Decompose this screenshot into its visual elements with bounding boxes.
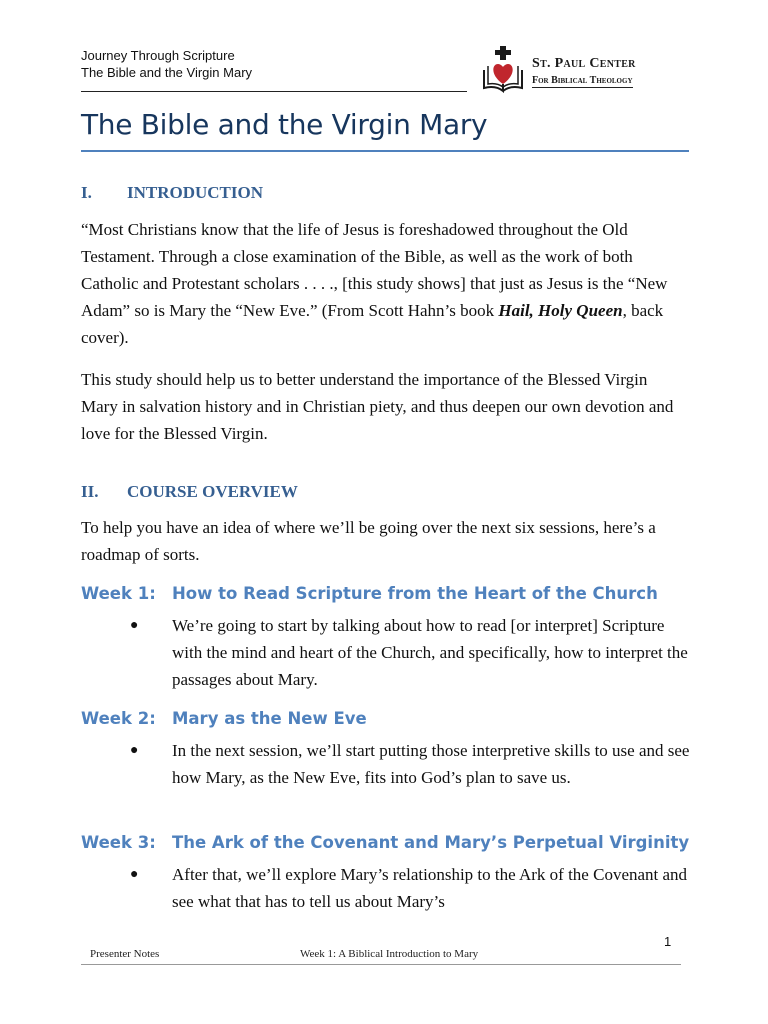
week-label: Week 1: (81, 584, 156, 603)
week-2-description: In the next session, we’ll start putting those interpretive skills to use and see how Mary, as the New Eve, fits into God’s plan to save us. (172, 741, 690, 787)
logo-subtitle: For Biblical Theology (532, 75, 633, 86)
intro-quote-paragraph (81, 216, 681, 351)
intro-quote-text: “Most Christians know that the life of Jesus is foreshadowed throughout the Old Testament. Through a close examination of the Bible, as well as the work of both Catholic and Protestant scholars . . . ., [this study shows] that just as Jesus is the “New Adam” so is Mary the “New Eve.” (From Scott Hahn’s book (81, 220, 668, 320)
st-paul-center-logo (480, 44, 670, 94)
week-3-description: After that, we’ll explore Mary’s relationship to the Ark of the Covenant and see what that has to tell us about Mary’s (172, 865, 688, 911)
intro-study-paragraph: This study should help us to better understand the importance of the Blessed Virgin Mary in salvation history and in Christian piety, and thus deepen our own devotion and love for the Blessed Virgin. (81, 370, 674, 443)
week-title: How to Read Scripture from the Heart of the Church (172, 584, 658, 603)
footer-rule (81, 964, 681, 965)
overview-intro-paragraph: To help you have an idea of where we’ll be going over the next six sessions, here’s a roadmap of sorts. (81, 518, 656, 564)
footer-left: Presenter Notes (90, 948, 160, 960)
logo-title: St. Paul Center (532, 56, 636, 71)
header-series: Journey Through Scripture (81, 48, 235, 63)
section-number: II. (81, 482, 99, 501)
week-label: Week 2: (81, 709, 156, 728)
page-title: The Bible and the Virgin Mary (81, 108, 488, 141)
header-rule (81, 91, 467, 92)
section-heading-course-overview (81, 482, 298, 502)
running-header (81, 47, 252, 81)
footer-center: Week 1: A Biblical Introduction to Mary (300, 948, 479, 960)
week-title: Mary as the New Eve (172, 709, 367, 728)
book-title: Hail, Holy Queen (498, 301, 623, 320)
week-1-heading (81, 584, 658, 603)
section-heading-introduction (81, 183, 263, 203)
header-course: The Bible and the Virgin Mary (81, 65, 253, 80)
bullet-icon: ● (130, 743, 139, 758)
bullet-icon: ● (130, 867, 139, 882)
bullet-icon: ● (130, 618, 139, 633)
title-rule (81, 150, 689, 152)
page-number: 1 (664, 934, 672, 949)
week-1-description: We’re going to start by talking about how to read [or interpret] Scripture with the mind and heart of the Church, and specifically, how to interpret the passages about Mary. (172, 616, 688, 689)
book-heart-cross-icon (480, 44, 528, 94)
week-2-heading (81, 709, 367, 728)
section-number: I. (81, 183, 92, 202)
section-title: INTRODUCTION (127, 183, 264, 202)
week-title: The Ark of the Covenant and Mary’s Perpetual Virginity (172, 833, 690, 852)
week-3-heading (81, 833, 689, 852)
section-title: COURSE OVERVIEW (127, 482, 298, 501)
week-label: Week 3: (81, 833, 156, 852)
intro-quote-citation: , back cover). (81, 301, 664, 347)
